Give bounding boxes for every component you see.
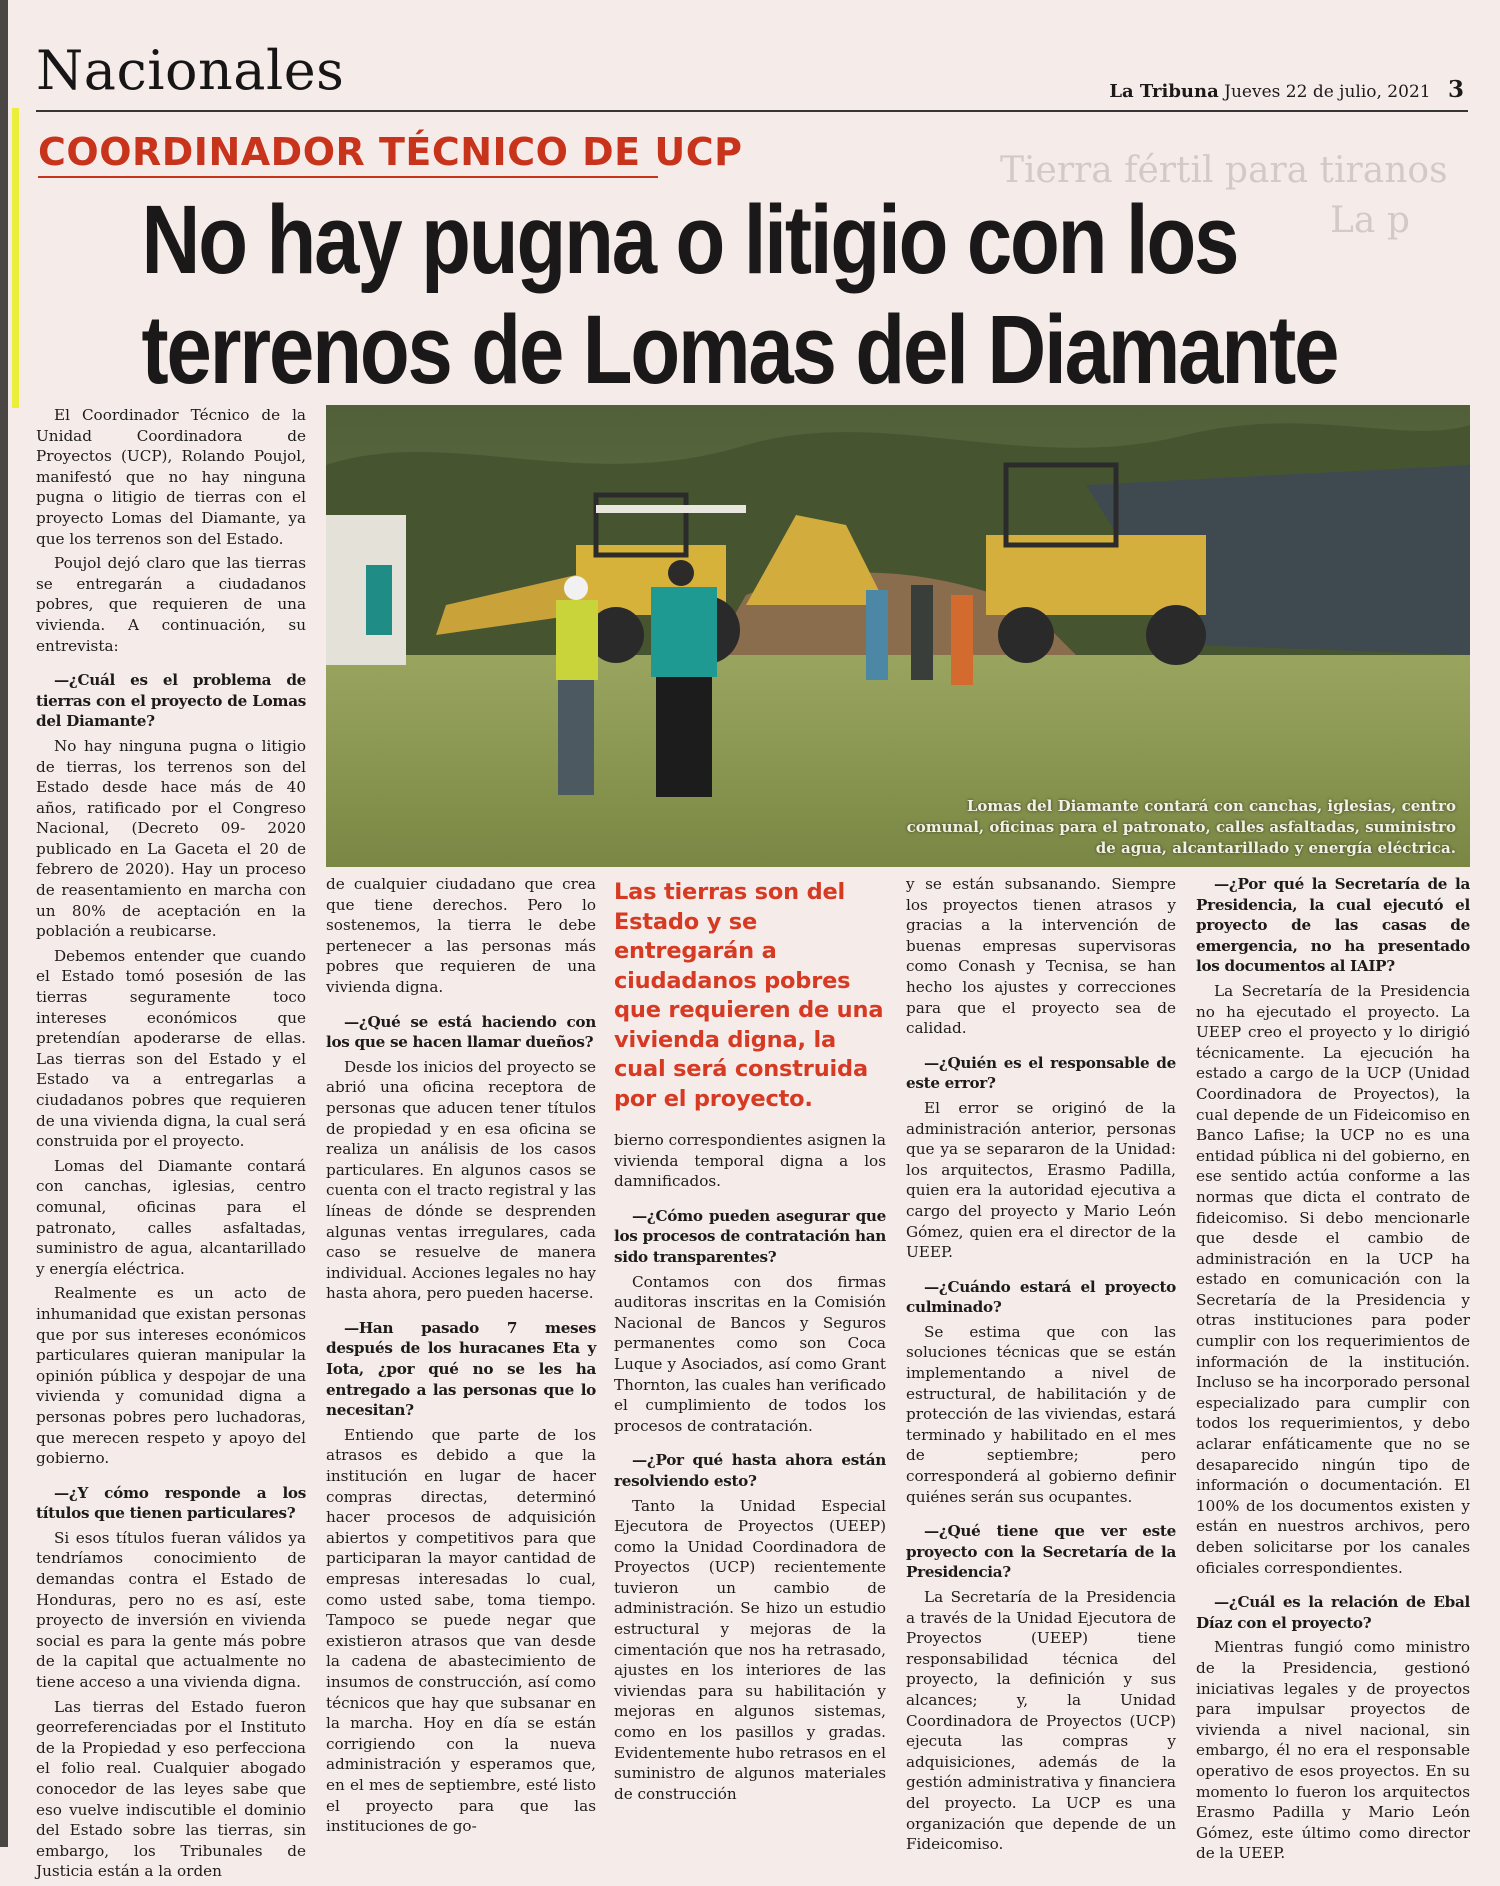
question: —¿Por qué hasta ahora están resolviendo esto?	[614, 1451, 886, 1490]
question: —¿Quién es el responsable de este error?	[906, 1053, 1176, 1093]
paragraph: El error se originó de la administración anterior, personas que ya se separaron de la Unidad: los arquitectos, Erasmo Padilla, quien era la autoridad ejecutiva a cargo del proyecto y Mario León Gómez, quien era el director de la UEEP.	[906, 1098, 1176, 1262]
photo-caption: Lomas del Diamante contará con canchas, iglesias, centro comunal, oficinas para el patronato, calles asfaltadas, suministro de agua, alcantarillado y energía eléctrica.	[906, 797, 1456, 857]
header-rule	[36, 110, 1468, 112]
paragraph: Se estima que con las soluciones técnicas que se están implementando a nivel de estructural, de habilitación y de protección de las viviendas, estará terminado y habilitado en el mes de septiembre; pero corresponderá al gobierno definir quiénes serán sus ocupantes.	[906, 1322, 1176, 1506]
kicker-underline	[38, 176, 658, 178]
paragraph: bierno correspondientes asignen la vivienda temporal digna a los damnificados.	[614, 1131, 886, 1191]
paragraph: La Secretaría de la Presidencia no ha ejecutado el proyecto. La UEEP creo el proyecto y lo dirigió técnicamente. La ejecución ha estado a cargo de la UCP (Unidad Coordinadora de Proyectos), la cual depende de un Fideicomiso en Banco Lafise; la UCP no es una entidad pública ni del gobierno, en ese sentido actúa conforme a las normas que dicta el contrato de fideicomiso. Si debo mencionarle que desde el cambio de administración en la UCP ha estado en comunicación con la Secretaría de la Presidencia y otras instituciones para poder cumplir con los requerimientos de información de la institución. Incluso se ha incorporado personal especializado para cumplir con todos los requerimientos, y debo aclarar enfáticamente que no se desaparecido ningún tipo de información o documentación. El 100% de los documentos existen y están en nuestros archivos, pero deben solicitarse por los canales oficiales correspondientes.	[1196, 981, 1470, 1577]
paragraph: Contamos con dos firmas auditoras inscritas en la Comisión Nacional de Bancos y Seguros permanentes como son Coca Luque y Asociados, así como Grant Thornton, las cuales han verificado el cumplimiento de todos los procesos de contratación.	[614, 1272, 886, 1435]
column-2	[326, 874, 596, 1841]
headline-line-2: terrenos de Lomas del Diamante	[141, 295, 1338, 404]
question: —¿Cómo pueden asegurar que los procesos de contratación han sido transparentes?	[614, 1206, 886, 1266]
issue-date: Jueves 22 de julio, 2021	[1224, 82, 1431, 102]
paragraph: de cualquier ciudadano que crea que tiene derechos. Pero lo sostenemos, la tierra le debe pertenecer a las personas más pobres que requieren de una vivienda digna.	[326, 875, 596, 996]
section-title: Nacionales	[36, 39, 345, 102]
paragraph: Poujol dejó claro que las tierras se entregarán a ciudadanos pobres, que requieren de una vivienda. A continuación, su entrevista:	[36, 554, 306, 655]
highlighter-mark	[12, 108, 19, 408]
paragraph: El Coordinador Técnico de la Unidad Coordinadora de Proyectos (UCP), Rolando Poujol, manifestó que no hay ninguna pugna o litigio de tierras con el proyecto Lomas del Diamante, ya que los terrenos son del Estado.	[36, 406, 306, 548]
question: —¿Cuál es la relación de Ebal Díaz con el proyecto?	[1196, 1593, 1470, 1632]
column-1	[36, 405, 306, 1886]
question: —¿Y cómo responde a los títulos que tienen particulares?	[36, 1483, 306, 1523]
paragraph: Entiendo que parte de los atrasos es debido a que la institución en lugar de hacer compras directas, determinó hacer procesos de adquisición abiertos y competitivos para que participaran la mayor cantidad de empresas interesadas lo cual, como usted sabe, toma tiempo. Tampoco se puede negar que existieron atrasos que van desde la cadena de abastecimiento de insumos de construcción, así como técnicos que hay que subsanar en la marcha. Hoy en día se están corrigiendo con la nueva administración y esperamos que, en el mes de septiembre, esté listo el proyecto para que las instituciones de go-	[326, 1425, 596, 1836]
bleed-through-text: Tierra fértil para tiranos	[1000, 150, 1448, 191]
paragraph: Las tierras del Estado fueron georreferenciadas por el Instituto de la Propiedad y eso perfecciona el folio real. Cualquier abogado conocedor de las leyes sabe que eso vuelve indiscutible el dominio del Estado sobre las tierras, sin embargo, los Tribunales de Justicia están a la orden	[36, 1697, 306, 1881]
paragraph: No hay ninguna pugna o litigio de tierras, los terrenos son del Estado desde hace más de 40 años, ratificado por el Congreso Nacional, (Decreto 09- 2020 publicado en La Gaceta el 20 de febrero de 2020). Hay un proceso de reasentamiento en marcha con un 80% de aceptación en la población a reubicarse.	[36, 736, 306, 941]
folio-line	[1109, 76, 1464, 103]
page-number: 3	[1447, 76, 1464, 103]
question: —¿Qué tiene que ver este proyecto con la Secretaría de la Presidencia?	[906, 1522, 1176, 1582]
paragraph: Tanto la Unidad Especial Ejecutora de Proyectos (UEEP) como la Unidad Coordinadora de Proyectos (UCP) recientemente tuvieron un cambio de administración. Se hizo un estudio estructural y mejoras de la cimentación que nos ha retrasado, ajustes en los interiores de las viviendas para su habilitación y mejoras en algunos sistemas, como en los pasillos y gradas. Evidentemente hubo retrasos en el suministro de algunos materiales de construcción	[614, 1496, 886, 1803]
paragraph: Si esos títulos fueran válidos ya tendríamos conocimiento de demandas contra el Estado de Honduras, pero no es así, este proyecto de inversión en vivienda social es para la gente más pobre de la capital que actualmente no tiene acceso a una vivienda digna.	[36, 1528, 306, 1692]
article-photo	[326, 405, 1470, 867]
paragraph: Mientras fungió como ministro de la Presidencia, gestionó iniciativas legales y de proyectos para impulsar proyectos de vivienda a nivel nacional, sin embargo, él no era el responsable operativo de esos proyectos. En su momento lo fueron los arquitectos Erasmo Padilla y Mario León Gómez, este último como director de la UEEP.	[1196, 1638, 1470, 1863]
paragraph: y se están subsanando. Siempre los proyectos tienen atrasos y gracias a la intervención de buenas empresas supervisoras como Conash y Tecnisa, se han hecho los ajustes y correcciones para que el proyecto sea de calidad.	[906, 875, 1176, 1038]
question: —¿Cuál es el problema de tierras con el proyecto de Lomas del Diamante?	[36, 671, 306, 731]
paragraph: La Secretaría de la Presidencia a través de la Unidad Ejecutora de Proyectos (UEEP) tiene responsabilidad técnica del proyecto, la definición y sus alcances; y, la Unidad Coordinadora de Proyectos (UCP) ejecuta las compras y adquisiciones, además de la gestión administrativa y financiera del proyecto. La UCP es una organización que depende de un Fideicomiso.	[906, 1588, 1176, 1854]
paragraph: Realmente es un acto de inhumanidad que existan personas que por sus intereses económicos particulares quieran manipular la opinión pública y despojar de una vivienda y comunidad digna a personas pobres pero luchadoras, que merecen respeto y apoyo del gobierno.	[36, 1284, 306, 1468]
paragraph: Debemos entender que cuando el Estado tomó posesión de las tierras seguramente toco intereses económicos que pretendían apoderarse de ellas. Las tierras son del Estado y el Estado va a entregarlas a ciudadanos pobres que requieren de una vivienda digna, la cual será construida por el proyecto.	[36, 946, 306, 1151]
question: —¿Cuándo estará el proyecto culminado?	[906, 1277, 1176, 1317]
scan-edge	[0, 0, 8, 1847]
bleed-through-text: La p	[1330, 200, 1410, 241]
question: —Han pasado 7 meses después de los huracanes Eta y Iota, ¿por qué no se les ha entregado a las personas que lo necesitan?	[326, 1318, 596, 1420]
kicker: COORDINADOR TÉCNICO DE UCP	[38, 130, 743, 174]
headline-line-1: No hay pugna o litigio con los	[141, 185, 1238, 294]
column-4	[906, 874, 1176, 1859]
column-3	[614, 874, 886, 1808]
headline	[34, 185, 1338, 405]
question: —¿Qué se está haciendo con los que se hacen llamar dueños?	[326, 1012, 596, 1052]
pull-quote: Las tierras son del Estado y se entregarán a ciudadanos pobres que requieren de una vivienda digna, la cual será construida por el proyecto.	[614, 879, 884, 1112]
question: —¿Por qué la Secretaría de la Presidencia, la cual ejecutó el proyecto de las casas de emergencia, no ha presentado los documentos al IAIP?	[1196, 875, 1470, 976]
newspaper-name: La Tribuna	[1109, 81, 1219, 102]
paragraph: Desde los inicios del proyecto se abrió una oficina receptora de personas que aducen tener títulos de propiedad y en esa oficina se realiza un análisis de los casos particulares. En algunos casos se cuenta con el tracto registral y las líneas de dónde se desprenden algunas ventas irregulares, cada caso se resuelve de manera individual. Acciones legales no hay hasta ahora, pero pueden hacerse.	[326, 1057, 596, 1303]
column-5	[1196, 874, 1470, 1868]
paragraph: Lomas del Diamante contará con canchas, iglesias, centro comunal, oficinas para el patronato, calles asfaltadas, suministro de agua, alcantarillado y energía eléctrica.	[36, 1156, 306, 1278]
